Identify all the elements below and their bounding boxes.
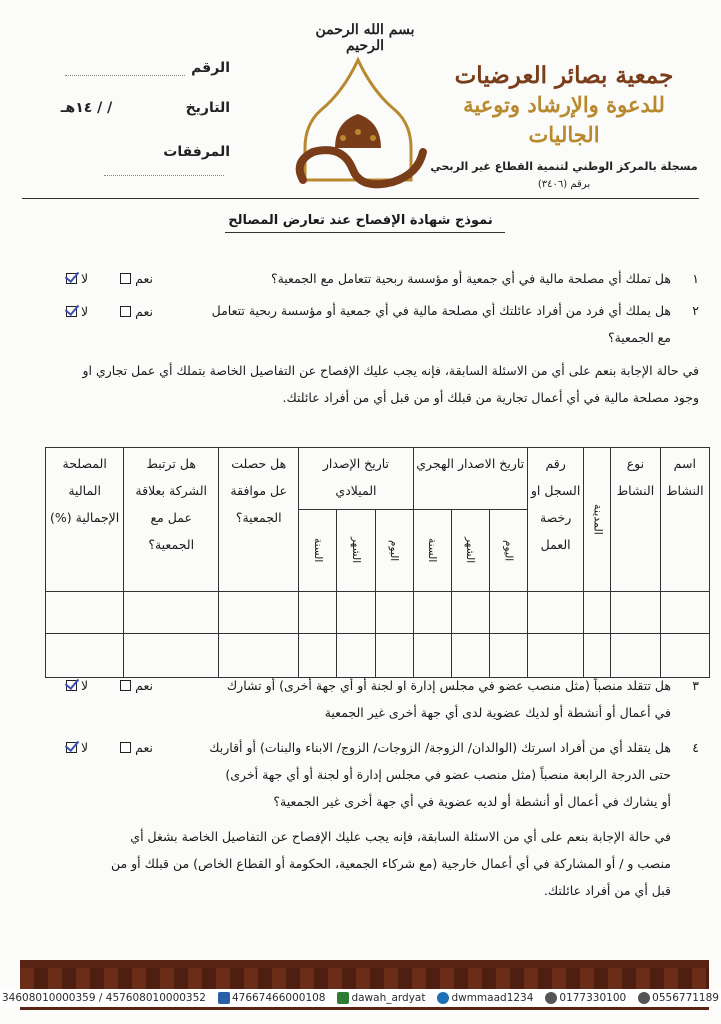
disclosure-line: وجود مصلحة مالية في أي أعمال تجارية من قبلك أو من قبل أي من أفراد عائلتك.	[282, 390, 699, 405]
yes-label: نعم	[135, 678, 153, 693]
question-3-options	[66, 678, 153, 693]
attachments-field	[45, 144, 230, 176]
yes-checkbox[interactable]	[120, 680, 131, 691]
header-activity-name: اسم النشاط	[660, 448, 709, 592]
account-1-contact: 47667466000108	[216, 992, 326, 1004]
question-text-line2: في أعمال أو أنشطة أو لديك عضوية لدى أي جهة أخرى غير الجمعية	[324, 705, 671, 720]
no-label: لا	[81, 678, 89, 693]
mobile-icon	[638, 992, 650, 1004]
question-2-options	[66, 304, 153, 319]
disclosure-line: في حالة الإجابة بنعم على أي من الاسئلة السابقة، فإنه يجب عليك الإفصاح عن التفاصيل الخاصة بشغل أي	[130, 829, 671, 844]
phone-icon	[545, 992, 557, 1004]
table-row	[46, 634, 710, 678]
no-checkbox-checked[interactable]	[66, 306, 77, 317]
header-hijri-day: اليوم	[489, 510, 527, 592]
header-greg-year: السنة	[299, 510, 337, 592]
header-approval: هل حصلت عل موافقة الجمعية؟	[219, 448, 299, 592]
header-relation: هل ترتبط الشركة بعلاقة عمل مع الجمعية؟	[124, 448, 219, 592]
table-row	[46, 592, 710, 634]
header-hijri-month: الشهر	[451, 510, 489, 592]
number-label: الرقم	[191, 60, 230, 76]
question-text-line2: مع الجمعية؟	[607, 330, 671, 345]
no-label: لا	[81, 271, 89, 286]
question-text-line1: هل تتقلد منصباً (مثل منصب عضو في مجلس إدارة او لجنة أو أي جهة أخرى) أو تشارك	[226, 678, 671, 693]
footer-contacts	[0, 989, 721, 1007]
phone-1-contact: 0556771189	[636, 992, 719, 1004]
date-label: التاريخ	[185, 100, 230, 116]
header-activity-type: نوع النشاط	[611, 448, 660, 592]
org-name-line2: للدعوة والإرشاد وتوعية الجاليات	[463, 92, 665, 147]
organization-header	[429, 62, 699, 190]
phone-2-contact: 0177330100	[543, 992, 626, 1004]
email-contact: dwmmaad1234	[435, 992, 533, 1004]
no-checkbox-checked[interactable]	[66, 273, 77, 284]
disclosure-line: منصب و / أو المشاركة في أي أعمال خارجية (مع شركاء الجمعية، الحكومة أو القطاع الخاص) من قبلك أو من	[110, 856, 671, 871]
twitter-icon	[337, 992, 349, 1004]
header-greg-day: اليوم	[375, 510, 413, 592]
question-1	[179, 265, 699, 292]
disclosure-line: في حالة الإجابة بنعم على أي من الاسئلة السابقة، فإنه يجب عليك الإفصاح عن التفاصيل الخاصة بتملك أي عمل تجاري او	[82, 363, 699, 378]
registration-text: مسجلة بالمركز الوطني لتنمية القطاع غير الربحي	[430, 160, 698, 173]
date-field	[45, 100, 230, 116]
account-3: 34608010000359	[2, 992, 96, 1004]
header-divider	[22, 198, 699, 199]
basmala: بسم الله الرحمن الرحيم	[315, 22, 415, 54]
twitter-contact: dawah_ardyat	[335, 992, 425, 1004]
account-2: 457608010000352	[105, 992, 206, 1004]
yes-checkbox[interactable]	[120, 273, 131, 284]
question-2	[179, 297, 699, 351]
disclosure-paragraph-2	[31, 823, 671, 904]
question-1-options	[66, 271, 153, 286]
question-4	[159, 734, 699, 815]
activities-table	[45, 447, 710, 678]
yes-checkbox[interactable]	[120, 742, 131, 753]
no-checkbox-checked[interactable]	[66, 680, 77, 691]
bank-icon	[218, 992, 230, 1004]
question-number: ١	[692, 271, 699, 286]
question-text-line1: هل يتقلد أي من أفراد اسرتك (الوالدان/ الزوجة/ الزوجات/ الزوج/ الابناء والبنات) أو أقاربك	[209, 740, 671, 755]
bank-accounts: 34608010000359 / 457608010000352	[2, 992, 206, 1004]
header-hijri-year: السنة	[413, 510, 451, 592]
no-label: لا	[81, 304, 89, 319]
registration-number: برقم (٣٤٠٦)	[537, 179, 591, 190]
org-name-line1: جمعية بصائر العرضيات	[454, 62, 674, 89]
header-city: المدينة	[584, 448, 611, 592]
question-number: ٤	[692, 740, 699, 755]
header-total-interest: المصلحة المالية الإجمالية (%)	[46, 448, 124, 592]
logo-icon	[283, 52, 433, 192]
yes-label: نعم	[135, 271, 153, 286]
header-hijri-date: تاريخ الاصدار الهجري	[413, 448, 527, 510]
number-field	[45, 60, 230, 76]
no-checkbox-checked[interactable]	[66, 742, 77, 753]
yes-checkbox[interactable]	[120, 306, 131, 317]
question-text-line3: أو يشارك في أعمال أو أنشطة أو لديه عضوية في أي جهة أخرى غير الجمعية؟	[273, 794, 671, 809]
question-number: ٢	[692, 303, 699, 318]
question-text-line2: حتى الدرجة الرابعة منصباً (مثل منصب عضو في مجلس إدارة أو لجنة أو أي جهة أخرى)	[225, 767, 671, 782]
question-text-line1: هل يملك أي فرد من أفراد عائلتك أي مصلحة مالية في أي جمعية أو مؤسسة ربحية تتعامل	[211, 303, 671, 318]
header-reg-number: رقم السجل او رخصة العمل	[527, 448, 584, 592]
attachments-label: المرفقات	[163, 144, 230, 160]
question-4-options	[66, 740, 153, 755]
yes-label: نعم	[135, 740, 153, 755]
yes-label: نعم	[135, 304, 153, 319]
date-value: / / ١٤هـ	[60, 100, 113, 116]
question-number: ٣	[692, 678, 699, 693]
document-title: نموذج شهادة الإفصاح عند تعارض المصالح	[228, 213, 493, 228]
question-3	[159, 672, 699, 726]
no-label: لا	[81, 740, 89, 755]
disclosure-line: قبل أي من أفراد عائلتك.	[543, 883, 671, 898]
header-gregorian-date: تاريخ الإصدار الميلادي	[299, 448, 413, 510]
email-icon	[437, 992, 449, 1004]
header-greg-month: الشهر	[337, 510, 375, 592]
disclosure-paragraph-1	[19, 357, 699, 411]
question-text: هل تملك أي مصلحة مالية في أي جمعية أو مؤسسة ربحية تتعامل مع الجمعية؟	[270, 271, 671, 286]
title-underline	[225, 232, 505, 233]
